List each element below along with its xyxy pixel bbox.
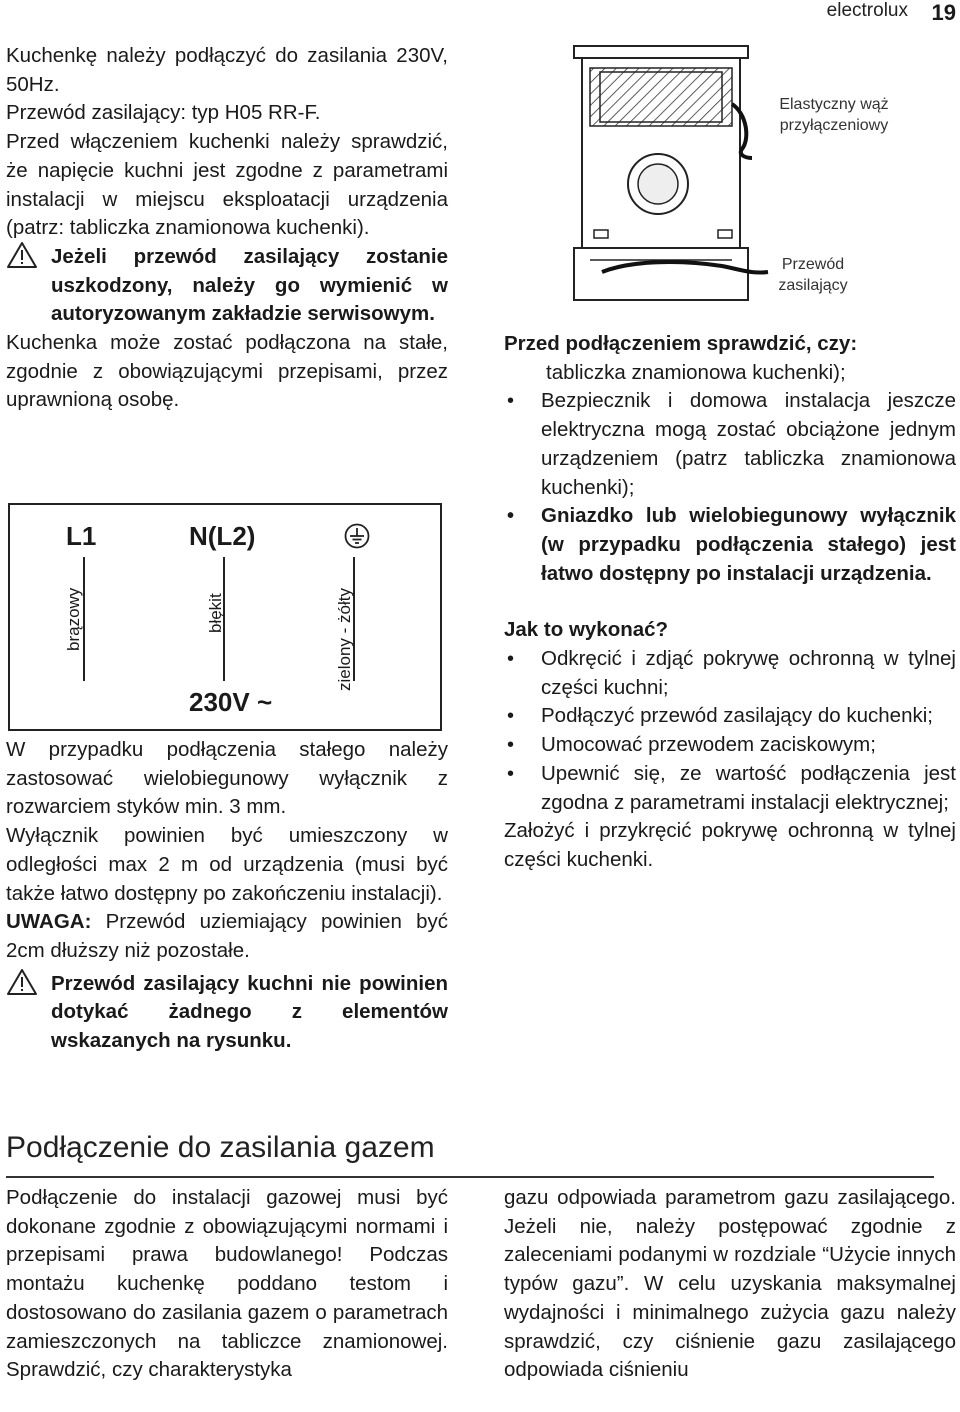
cooker-rear-drawing [572,44,772,302]
check-list [504,387,956,588]
neutral-label: N(L2) [189,521,256,551]
gas-left-paragraph: Podłączenie do instalacji gazowej musi być dokonane zgodnie z obowiązującymi normami i przepisami prawa budowlanego! Podczas montażu kuchenkę poddano testom i dostosowano do zasilania gazem o parametrach zamieszczonych na tabliczce znamionowej. Sprawdzić, czy charakterystyka [6,1186,448,1382]
switch-paragraph: W przypadku podłączenia stałego należy zastosować wielobiegunowy wyłącznik z rozwarciem styków min. 3 mm. [6,738,448,819]
section-title: Podłączenie do zasilania gazem [6,1131,435,1164]
supply-paragraph: Kuchenkę należy podłączyć do zasilania 230V, 50Hz. [6,44,448,96]
list-item: • Odkręcić i zdjąć pokrywę ochronną w tylnej części kuchni; [504,645,956,702]
final-paragraph: Założyć i przykręcić pokrywę ochronną w tylnej części kuchenki. [504,819,956,871]
check-title: Przed podłączeniem sprawdzić, czy: [504,332,858,355]
how-title: Jak to wykonać? [504,618,669,642]
warning-icon [6,241,38,269]
earth-note-paragraph [6,908,448,965]
gas-right-paragraph: gazu odpowiada parametrom gazu zasilającego. Jeżeli nie, należy postępować zgodnie z zaleceniami podanymi w rozdziale “Użycie innych typów gazu”. W celu uzyskania maksymalnej wydajności i minimalnego zużycia gazu należy sprawdzić, czy ciśnienie gazu zasilającego odpowiada ciśnieniu [504,1186,956,1382]
page-number: 19 [931,0,956,25]
wiring-diagram [8,503,442,731]
note-text: Przewód uziemiający powinien być 2cm dłuższy niż pozostałe. [6,910,448,962]
power-cable-label: Przewód zasilający [778,256,848,294]
list-item: • Umocować przewodem zaciskowym; [504,731,956,760]
left-column-bottom [6,736,448,1056]
blue-wire-label: błękit [206,593,225,633]
warning-cable-contact [6,970,448,1056]
left-column-top [6,42,448,415]
voltage-label: 230V ~ [189,687,273,717]
switch-distance-paragraph: Wyłącznik powinien być umieszczony w odległości max 2 m od urządzenia (musi być także łatwo dostępny po zakończeniu instalacji). [6,824,448,905]
list-item: • Podłączyć przewód zasilający do kuchenki; [504,702,956,731]
check-line: tabliczka znamionowa kuchenki); [546,360,846,384]
list-item: • Bezpiecznik i domowa instalacja jeszcze elektryczna mogą zostać obciążone jednym urządzeniem (patrz tabliczka znamionowa kuchenki); [504,387,956,502]
cable-type-paragraph: Przewód zasilający: typ H05 RR-F. [6,101,321,125]
warning-text: Jeżeli przewód zasilający zostanie uszkodzony, należy go wymienić w autoryzowanym zakładzie serwisowym. [51,244,448,326]
list-item: • Upewnić się, ze wartość podłączenia jest zgodna z parametrami instalacji elektrycznej; [504,760,956,817]
warning-cable-damage [6,243,448,329]
permanent-connection-paragraph: Kuchenka może zostać podłączona na stałe, zgodnie z obowiązującymi przepisami, przez uprawnioną osobę. [6,331,448,412]
warning-text: Przewód zasilający kuchni nie powinien dotykać żadnego z elementów wskazanych na rysunku. [51,971,448,1053]
voltage-check-paragraph: Przed włączeniem kuchenki należy sprawdzić, że napięcie kuchni jest zgodne z parametrami instalacji w miejscu eksploatacji urządzenia (patrz: tabliczka znamionowa kuchenki). [6,130,448,240]
earth-wire-label: zielony - żółty [335,588,354,691]
brown-wire-label: brązowy [64,587,83,651]
note-label: UWAGA: [6,910,92,934]
appliance-figure [572,44,952,302]
list-item: • Gniazdko lub wielobiegunowy wyłącznik (w przypadku podłączenia stałego) jest łatwo dostępny po instalacji urządzenia. [504,502,956,588]
flexible-hose-label: Elastyczny wąż przyłączeniowy [779,96,889,134]
right-column [504,330,956,875]
warning-icon [6,968,38,996]
steps-list [504,645,956,817]
section-divider [6,1176,934,1178]
l1-label: L1 [66,521,97,551]
brand-name: electrolux [826,0,908,21]
